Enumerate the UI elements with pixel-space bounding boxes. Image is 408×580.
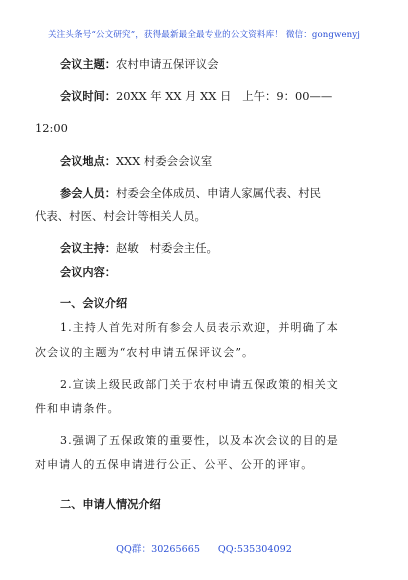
header-promo-note: 关注头条号“公文研究”，获得最新最全最专业的公文资料库！ 微信：gongwenyj xyxy=(47,30,361,40)
meeting-topic-label: 会议主题： xyxy=(60,58,116,71)
list-item-line: 次会议的主题为“农村申请五保评议会”。 xyxy=(35,346,255,359)
meeting-attendees-row xyxy=(60,185,321,202)
meeting-place-row xyxy=(60,153,212,170)
meeting-place-value: XXX 村委会会议室 xyxy=(115,154,213,168)
meeting-attendees-continuation: 代表、村医、村会计等相关人员。 xyxy=(35,209,206,223)
list-item-line: 对申请人的五保申请进行公正、公平、公开的评审。 xyxy=(35,458,314,471)
footer-contact xyxy=(0,541,408,555)
section-heading-intro: 一、会议介绍 xyxy=(60,297,128,310)
meeting-attendees-value: 村委会全体成员、申请人家属代表、村民 xyxy=(115,186,321,200)
list-item-line: 2.宣读上级民政部门关于农村申请五保政策的相关文 xyxy=(60,378,339,391)
meeting-topic-value: 农村申请五保评议会 xyxy=(115,57,219,71)
meeting-time-row xyxy=(60,88,332,105)
meeting-place-label: 会议地点： xyxy=(60,155,116,168)
meeting-host-value: 赵敏 村委会主任。 xyxy=(115,241,218,255)
meeting-attendees-label: 参会人员： xyxy=(60,187,116,200)
meeting-content-row xyxy=(60,264,116,281)
meeting-time-label: 会议时间： xyxy=(60,90,116,103)
list-item-line: 件和申请条件。 xyxy=(35,402,120,415)
list-item-line: 3.强调了五保政策的重要性，以及本次会议的目的是 xyxy=(60,434,339,447)
meeting-content-label: 会议内容： xyxy=(60,266,116,279)
meeting-time-value: 20XX 年 XX 月 XX 日 上午：9：00—— xyxy=(115,89,333,103)
footer-qq: QQ:535304092 xyxy=(217,544,292,555)
meeting-host-row xyxy=(60,240,218,257)
meeting-time-continuation: 12:00 xyxy=(35,121,68,135)
meeting-topic-row xyxy=(60,56,218,73)
list-item-line: 1.主持人首先对所有参会人员表示欢迎，并明确了本 xyxy=(60,321,339,334)
section-heading-applicant: 二、申请人情况介绍 xyxy=(60,498,161,511)
meeting-host-label: 会议主持： xyxy=(60,242,116,255)
footer-qq-group: QQ群：30265665 xyxy=(116,544,200,555)
